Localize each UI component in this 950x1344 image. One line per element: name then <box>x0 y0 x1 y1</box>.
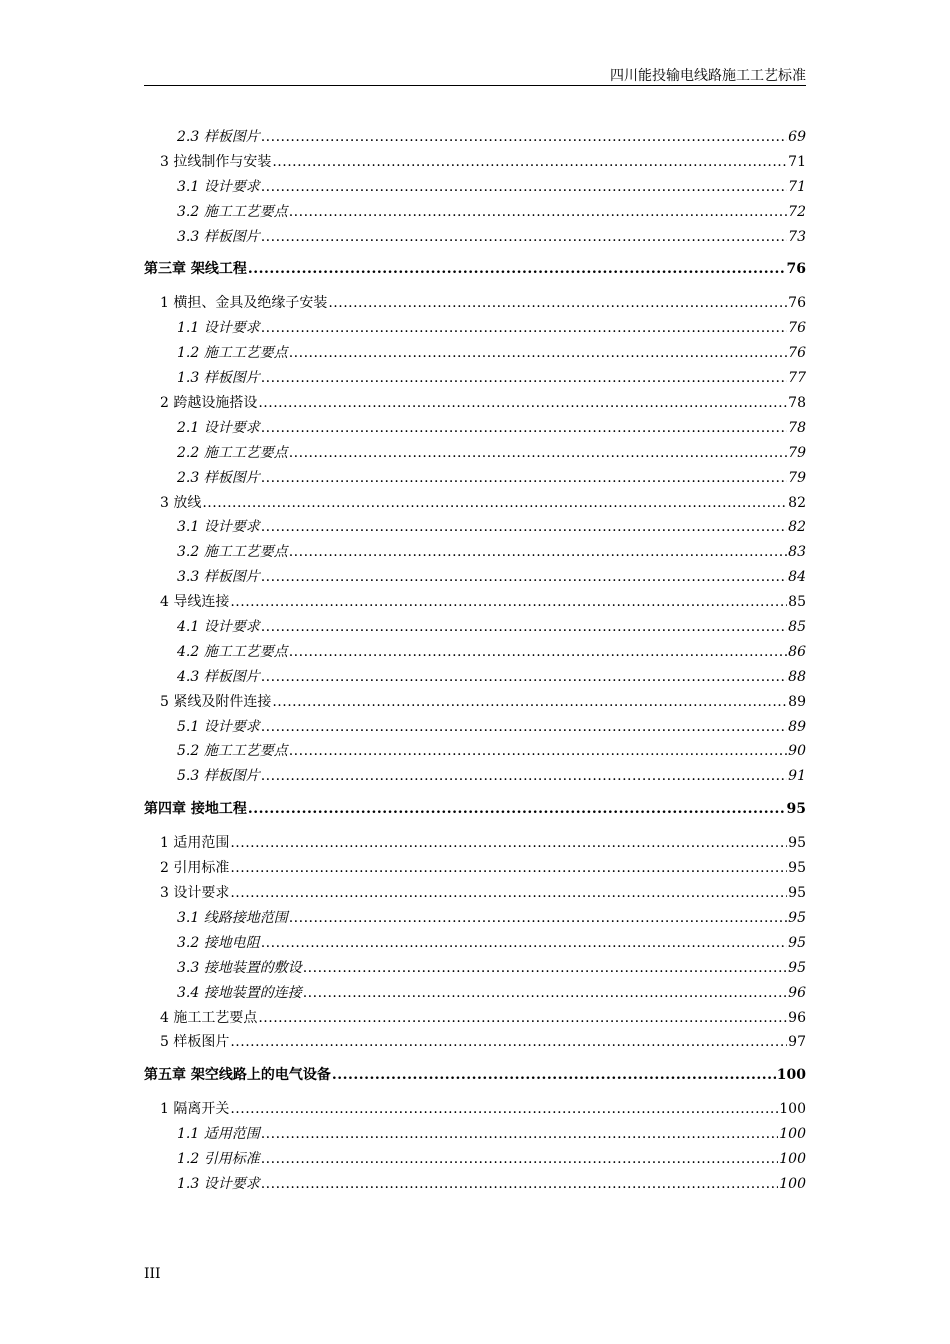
dot-leader <box>272 692 787 712</box>
toc-entry-page: 100 <box>779 1151 806 1168</box>
toc-entry[interactable] <box>144 293 806 318</box>
toc-entry-page: 95 <box>788 934 806 951</box>
dot-leader <box>230 1099 778 1119</box>
dot-leader <box>289 443 787 463</box>
toc-entry[interactable] <box>144 343 806 368</box>
toc-entry[interactable] <box>144 692 806 717</box>
toc-entry-page: 95 <box>788 885 806 902</box>
toc-entry[interactable] <box>144 1149 806 1174</box>
toc-entry-label: 1.1 适用范围 <box>177 1126 260 1143</box>
toc-entry[interactable] <box>144 833 806 858</box>
toc-entry-page: 89 <box>788 718 806 735</box>
dot-leader <box>230 592 787 612</box>
toc-entry-page: 78 <box>788 395 806 412</box>
toc-entry-label: 第五章 架空线路上的电气设备 <box>144 1067 331 1084</box>
dot-leader <box>261 517 787 537</box>
toc-entry[interactable] <box>144 443 806 468</box>
toc-entry[interactable] <box>144 908 806 933</box>
toc-entry-page: 76 <box>788 320 806 337</box>
toc-entry-label: 3.2 施工工艺要点 <box>177 203 288 220</box>
dot-leader <box>289 202 787 222</box>
toc-entry-label: 1.1 设计要求 <box>177 320 260 337</box>
toc-entry-page: 76 <box>788 345 806 362</box>
toc-entry-label: 4.1 设计要求 <box>177 619 260 636</box>
toc-entry-page: 90 <box>788 743 806 760</box>
toc-entry-label: 4 施工工艺要点 <box>160 1009 258 1026</box>
toc-entry[interactable] <box>144 468 806 493</box>
toc-entry-label: 4 导线连接 <box>160 594 230 611</box>
toc-entry-page: 100 <box>776 1067 806 1084</box>
dot-leader <box>248 799 786 819</box>
dot-leader <box>258 1008 787 1028</box>
toc-entry-label: 2.1 设计要求 <box>177 419 260 436</box>
dot-leader <box>303 983 787 1003</box>
toc-entry-page: 76 <box>786 261 806 278</box>
dot-leader <box>261 567 787 587</box>
dot-leader <box>261 368 787 388</box>
toc-chapter-entry[interactable] <box>144 1065 806 1091</box>
toc-entry-page: 96 <box>788 984 806 1001</box>
toc-entry-label: 3 设计要求 <box>160 885 230 902</box>
toc-entry[interactable] <box>144 592 806 617</box>
toc-entry[interactable] <box>144 858 806 883</box>
dot-leader <box>261 1124 779 1144</box>
dot-leader <box>289 343 787 363</box>
toc-entry[interactable] <box>144 883 806 908</box>
toc-entry[interactable] <box>144 368 806 393</box>
toc-entry[interactable] <box>144 642 806 667</box>
toc-entry-label: 3.3 样板图片 <box>177 569 260 586</box>
toc-entry-page: 69 <box>788 129 806 145</box>
toc-entry-label: 1.3 设计要求 <box>177 1175 260 1192</box>
table-of-contents <box>144 127 806 1199</box>
dot-leader <box>248 259 786 279</box>
toc-entry-page: 71 <box>788 178 806 195</box>
toc-entry[interactable] <box>144 542 806 567</box>
dot-leader <box>230 833 787 853</box>
toc-entry-page: 71 <box>788 153 806 170</box>
toc-entry-label: 5 紧线及附件连接 <box>160 693 272 710</box>
toc-entry-page: 96 <box>788 1009 806 1026</box>
toc-entry[interactable] <box>144 667 806 692</box>
toc-entry-page: 82 <box>788 494 806 511</box>
toc-entry-page: 100 <box>779 1175 806 1192</box>
toc-entry-label: 5.2 施工工艺要点 <box>177 743 288 760</box>
toc-entry-label: 3 拉线制作与安装 <box>160 153 272 170</box>
toc-entry[interactable] <box>144 1174 806 1199</box>
dot-leader <box>202 493 787 513</box>
toc-entry-label: 1 横担、金具及绝缘子安装 <box>160 295 328 312</box>
toc-entry[interactable] <box>144 958 806 983</box>
toc-entry-page: 88 <box>788 668 806 685</box>
toc-entry-page: 82 <box>788 519 806 536</box>
dot-leader <box>332 1065 776 1085</box>
dot-leader <box>272 152 787 172</box>
toc-entry-label: 3.3 样板图片 <box>177 228 260 245</box>
dot-leader <box>289 542 787 562</box>
toc-chapter-entry[interactable] <box>144 799 806 825</box>
dot-leader <box>261 617 787 637</box>
dot-leader <box>258 393 787 413</box>
dot-leader <box>261 766 787 786</box>
toc-entry[interactable] <box>144 517 806 542</box>
toc-entry-label: 3.1 线路接地范围 <box>177 909 288 926</box>
toc-entry-page: 79 <box>788 444 806 461</box>
running-header: 四川能投输电线路施工工艺标准 <box>610 68 806 84</box>
dot-leader <box>261 933 787 953</box>
toc-entry-label: 2.3 样板图片 <box>177 129 260 145</box>
toc-entry-label: 3.2 施工工艺要点 <box>177 544 288 561</box>
dot-leader <box>261 227 787 247</box>
toc-entry-page: 78 <box>788 419 806 436</box>
toc-entry-label: 5.3 样板图片 <box>177 768 260 785</box>
toc-entry-label: 3.1 设计要求 <box>177 519 260 536</box>
toc-entry[interactable] <box>144 1124 806 1149</box>
dot-leader <box>261 468 787 488</box>
toc-entry-label: 4.3 样板图片 <box>177 668 260 685</box>
toc-entry[interactable] <box>144 318 806 343</box>
toc-entry-label: 1.2 施工工艺要点 <box>177 345 288 362</box>
toc-entry[interactable] <box>144 152 806 177</box>
toc-entry-page: 85 <box>788 619 806 636</box>
toc-entry[interactable] <box>144 983 806 1008</box>
toc-entry-label: 1.2 引用标准 <box>177 1151 260 1168</box>
toc-entry-page: 95 <box>786 801 806 818</box>
dot-leader <box>230 1032 787 1052</box>
toc-entry-page: 73 <box>788 228 806 245</box>
toc-entry-page: 83 <box>788 544 806 561</box>
toc-entry-page: 76 <box>788 295 806 312</box>
dot-leader <box>261 717 787 737</box>
dot-leader <box>289 908 787 928</box>
toc-entry-page: 95 <box>788 835 806 852</box>
toc-entry[interactable] <box>144 1032 806 1057</box>
toc-entry-page: 95 <box>788 860 806 877</box>
dot-leader <box>261 1149 779 1169</box>
toc-entry[interactable] <box>144 202 806 227</box>
toc-entry-page: 100 <box>779 1101 806 1118</box>
toc-entry[interactable] <box>144 177 806 202</box>
toc-chapter-entry[interactable] <box>144 259 806 285</box>
toc-entry-label: 3.2 接地电阻 <box>177 934 260 951</box>
toc-entry[interactable] <box>144 933 806 958</box>
toc-entry[interactable] <box>144 127 806 152</box>
toc-entry-label: 2 跨越设施搭设 <box>160 395 258 412</box>
toc-entry[interactable] <box>144 1099 806 1124</box>
dot-leader <box>261 177 787 197</box>
dot-leader <box>289 741 787 761</box>
toc-entry[interactable] <box>144 1008 806 1033</box>
toc-entry[interactable] <box>144 567 806 592</box>
toc-entry-page: 85 <box>788 594 806 611</box>
toc-entry-page: 100 <box>779 1126 806 1143</box>
toc-entry-label: 3.1 设计要求 <box>177 178 260 195</box>
dot-leader <box>303 958 787 978</box>
dot-leader <box>261 1174 779 1194</box>
toc-entry-label: 3.3 接地装置的敷设 <box>177 959 302 976</box>
toc-entry-label: 2 引用标准 <box>160 860 230 877</box>
toc-entry-page: 97 <box>788 1034 806 1051</box>
dot-leader <box>328 293 787 313</box>
dot-leader <box>230 858 787 878</box>
toc-entry-label: 5 样板图片 <box>160 1034 230 1051</box>
toc-entry-label: 第三章 架线工程 <box>144 261 247 278</box>
toc-entry[interactable] <box>144 617 806 642</box>
toc-entry[interactable] <box>144 493 806 518</box>
toc-entry-page: 95 <box>788 959 806 976</box>
dot-leader <box>289 642 787 662</box>
toc-entry[interactable] <box>144 393 806 418</box>
toc-entry-label: 2.3 样板图片 <box>177 469 260 486</box>
toc-entry[interactable] <box>144 741 806 766</box>
dot-leader <box>261 318 787 338</box>
toc-entry-page: 91 <box>788 768 806 785</box>
toc-entry[interactable] <box>144 227 806 252</box>
toc-entry-page: 84 <box>788 569 806 586</box>
toc-entry-label: 第四章 接地工程 <box>144 801 247 818</box>
toc-entry-label: 5.1 设计要求 <box>177 718 260 735</box>
toc-entry-label: 2.2 施工工艺要点 <box>177 444 288 461</box>
dot-leader <box>261 418 787 438</box>
toc-entry[interactable] <box>144 418 806 443</box>
dot-leader <box>261 127 787 147</box>
toc-entry-page: 95 <box>788 909 806 926</box>
toc-entry-label: 3.4 接地装置的连接 <box>177 984 302 1001</box>
toc-entry-page: 86 <box>788 643 806 660</box>
page-number: III <box>144 1266 161 1282</box>
toc-entry[interactable] <box>144 717 806 742</box>
dot-leader <box>230 883 787 903</box>
toc-entry-label: 1 适用范围 <box>160 835 230 852</box>
toc-entry-page: 89 <box>788 693 806 710</box>
toc-entry-label: 4.2 施工工艺要点 <box>177 643 288 660</box>
toc-entry-page: 72 <box>788 203 806 220</box>
toc-entry[interactable] <box>144 766 806 791</box>
toc-entry-label: 3 放线 <box>160 494 202 511</box>
toc-entry-page: 79 <box>788 469 806 486</box>
toc-entry-label: 1 隔离开关 <box>160 1101 230 1118</box>
header-rule <box>144 85 806 86</box>
dot-leader <box>261 667 787 687</box>
toc-entry-label: 1.3 样板图片 <box>177 370 260 387</box>
toc-entry-page: 77 <box>788 370 806 387</box>
